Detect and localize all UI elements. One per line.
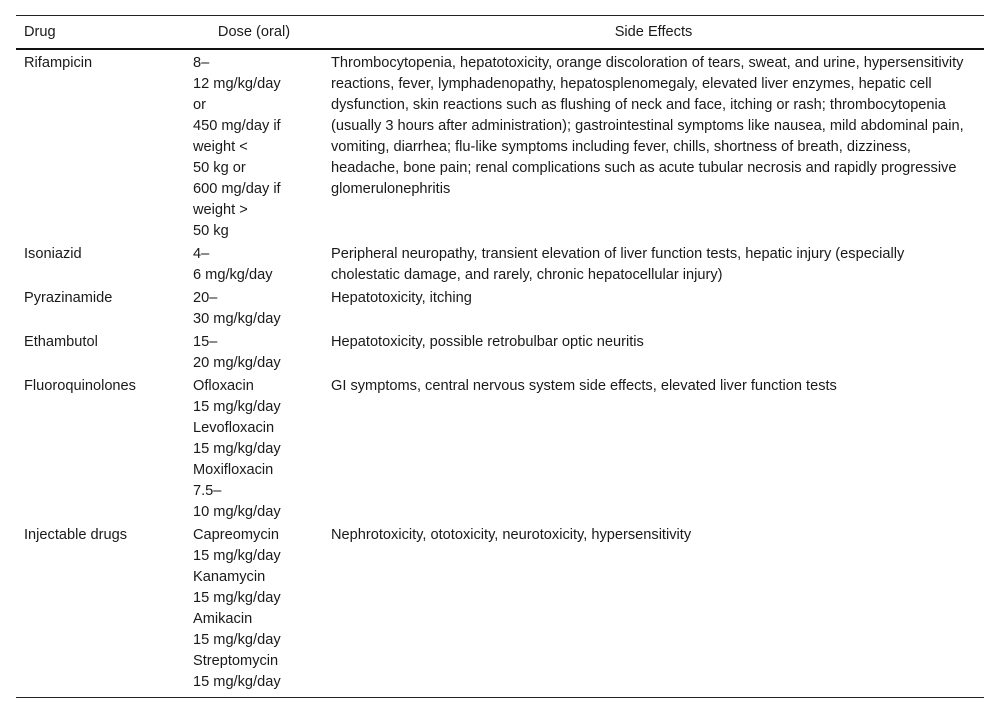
table-row — [16, 287, 984, 331]
table-body — [16, 49, 984, 698]
table-row — [16, 243, 984, 287]
dose-line: 15– — [193, 334, 218, 350]
dose-line: 15 mg/kg/day — [193, 399, 281, 415]
dose-line: Moxifloxacin — [193, 462, 274, 478]
dose-line: 50 kg — [193, 223, 229, 239]
header-row — [16, 16, 984, 50]
drug-cell: Pyrazinamide — [24, 290, 113, 306]
dose-line: Capreomycin — [193, 527, 279, 543]
side-effects-cell: Nephrotoxicity, ototoxicity, neurotoxicity, hypersensitivity — [331, 527, 692, 543]
dose-line: 20 mg/kg/day — [193, 355, 281, 371]
dose-cell — [185, 524, 323, 698]
dose-line: 8– — [193, 55, 210, 71]
header-dose: Dose (oral) — [217, 24, 291, 40]
dose-line: Levofloxacin — [193, 420, 275, 436]
dose-line: 50 kg or — [193, 160, 246, 176]
dose-cell — [185, 49, 323, 243]
table-row — [16, 49, 984, 243]
drug-cell: Injectable drugs — [24, 527, 128, 543]
dose-line: weight < — [193, 139, 248, 155]
drug-cell: Isoniazid — [24, 246, 82, 262]
side-effects-cell: Thrombocytopenia, hepatotoxicity, orange discoloration of tears, sweat, and urine, hypersensitivity reactions, fever, lymphadenopathy, hepatosplenomegaly, elevated liver enzymes, hepatic cell dysfunction, skin reactions such as flushing of neck and face, itching or rash; thrombocytopenia (usually 3 hours after administration); gastrointestinal symptoms like nausea, mild abdominal pain, vomiting, diarrhea; flu-like symptoms including fever, chills, shortness of breath, dizziness, headache, bone pain; renal complications such as acute tubular necrosis and rapidly progressive glomerulonephritis — [331, 55, 964, 197]
header-side-effects: Side Effects — [614, 24, 693, 40]
dose-cell — [185, 243, 323, 287]
dose-line: 6 mg/kg/day — [193, 267, 273, 283]
dose-line: Kanamycin — [193, 569, 266, 585]
dose-line: 12 mg/kg/day — [193, 76, 281, 92]
dose-line: 15 mg/kg/day — [193, 674, 281, 690]
dose-line: 600 mg/day if — [193, 181, 281, 197]
dose-line: 15 mg/kg/day — [193, 632, 281, 648]
dose-line: 20– — [193, 290, 218, 306]
table-row — [16, 524, 984, 698]
dose-line: 30 mg/kg/day — [193, 311, 281, 327]
dose-cell — [185, 287, 323, 331]
header-drug: Drug — [24, 24, 56, 40]
dose-line: Amikacin — [193, 611, 253, 627]
dose-line: 15 mg/kg/day — [193, 441, 281, 457]
drug-cell: Fluoroquinolones — [24, 378, 136, 394]
side-effects-cell: GI symptoms, central nervous system side effects, elevated liver function tests — [331, 378, 837, 394]
side-effects-cell: Hepatotoxicity, itching — [331, 290, 472, 306]
dose-cell — [185, 331, 323, 375]
dose-line: or — [193, 97, 206, 113]
table-header — [16, 16, 984, 50]
dose-line: 15 mg/kg/day — [193, 590, 281, 606]
dose-line: 15 mg/kg/day — [193, 548, 281, 564]
drug-cell: Ethambutol — [24, 334, 98, 350]
dose-line: 4– — [193, 246, 210, 262]
dose-line: Streptomycin — [193, 653, 279, 669]
dose-line: weight > — [193, 202, 248, 218]
side-effects-cell: Hepatotoxicity, possible retrobulbar optic neuritis — [331, 334, 644, 350]
drug-side-effects-table — [16, 15, 984, 698]
dose-line: 10 mg/kg/day — [193, 504, 281, 520]
dose-line: 7.5– — [193, 483, 222, 499]
dose-cell — [185, 375, 323, 524]
table-row — [16, 331, 984, 375]
table-row — [16, 375, 984, 524]
side-effects-cell: Peripheral neuropathy, transient elevation of liver function tests, hepatic injury (especially cholestatic damage, and rarely, chronic hepatocellular injury) — [331, 246, 905, 283]
dose-line: Ofloxacin — [193, 378, 254, 394]
dose-line: 450 mg/day if — [193, 118, 281, 134]
drug-cell: Rifampicin — [24, 55, 93, 71]
